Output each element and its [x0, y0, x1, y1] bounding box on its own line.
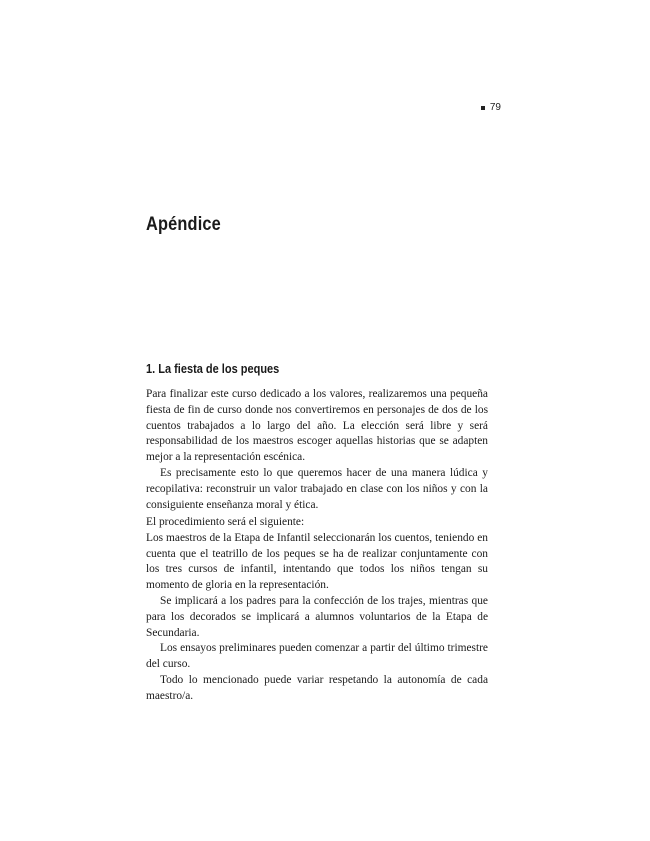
paragraph-autonomy: Todo lo mencionado puede variar respetando la autonomía de cada maestro/a. — [146, 673, 488, 702]
square-bullet-icon — [481, 106, 485, 110]
chapter-title: Apéndice — [146, 214, 221, 235]
paragraph-rehearsals: Los ensayos preliminares pueden comenzar a partir del último trimestre del curso. — [146, 642, 488, 671]
page-number-text: 79 — [489, 102, 501, 113]
paragraph-intro: Para finalizar este curso dedicado a los valores, realizaremos una pequeña fiesta de fin de curso donde nos convertiremos en personajes de dos de los cuentos trabajados a lo largo del año. La elección será libre y será responsabilidad de los maestros escoger aquellas historias que se adapten mejor a la representación escénica. — [146, 388, 488, 464]
paragraph-teachers: Los maestros de la Etapa de Infantil seleccionarán los cuentos, teniendo en cuenta que el teatrillo de los peques se ha de realizar conjuntamente con los tres cursos de infantil, intentando que todos los niños tengan su momento de gloria en la representación. — [146, 531, 488, 592]
paragraph-procedure-intro: El procedimiento será el siguiente: — [146, 516, 305, 528]
intro-text-block — [146, 387, 488, 513]
section-heading: 1. La fiesta de los peques — [146, 362, 280, 376]
procedure-text-block — [146, 515, 488, 705]
paragraph-parents: Se implicará a los padres para la confección de los trajes, mientras que para los decorados se implicará a alumnos voluntarios de la Etapa de Secundaria. — [146, 594, 488, 639]
paragraph-purpose: Es precisamente esto lo que queremos hacer de una manera lúdica y recopilativa: reconstruir un valor trabajado en clase con los niños y con la consiguiente enseñanza moral y ética. — [146, 466, 488, 511]
page-number — [481, 102, 501, 113]
